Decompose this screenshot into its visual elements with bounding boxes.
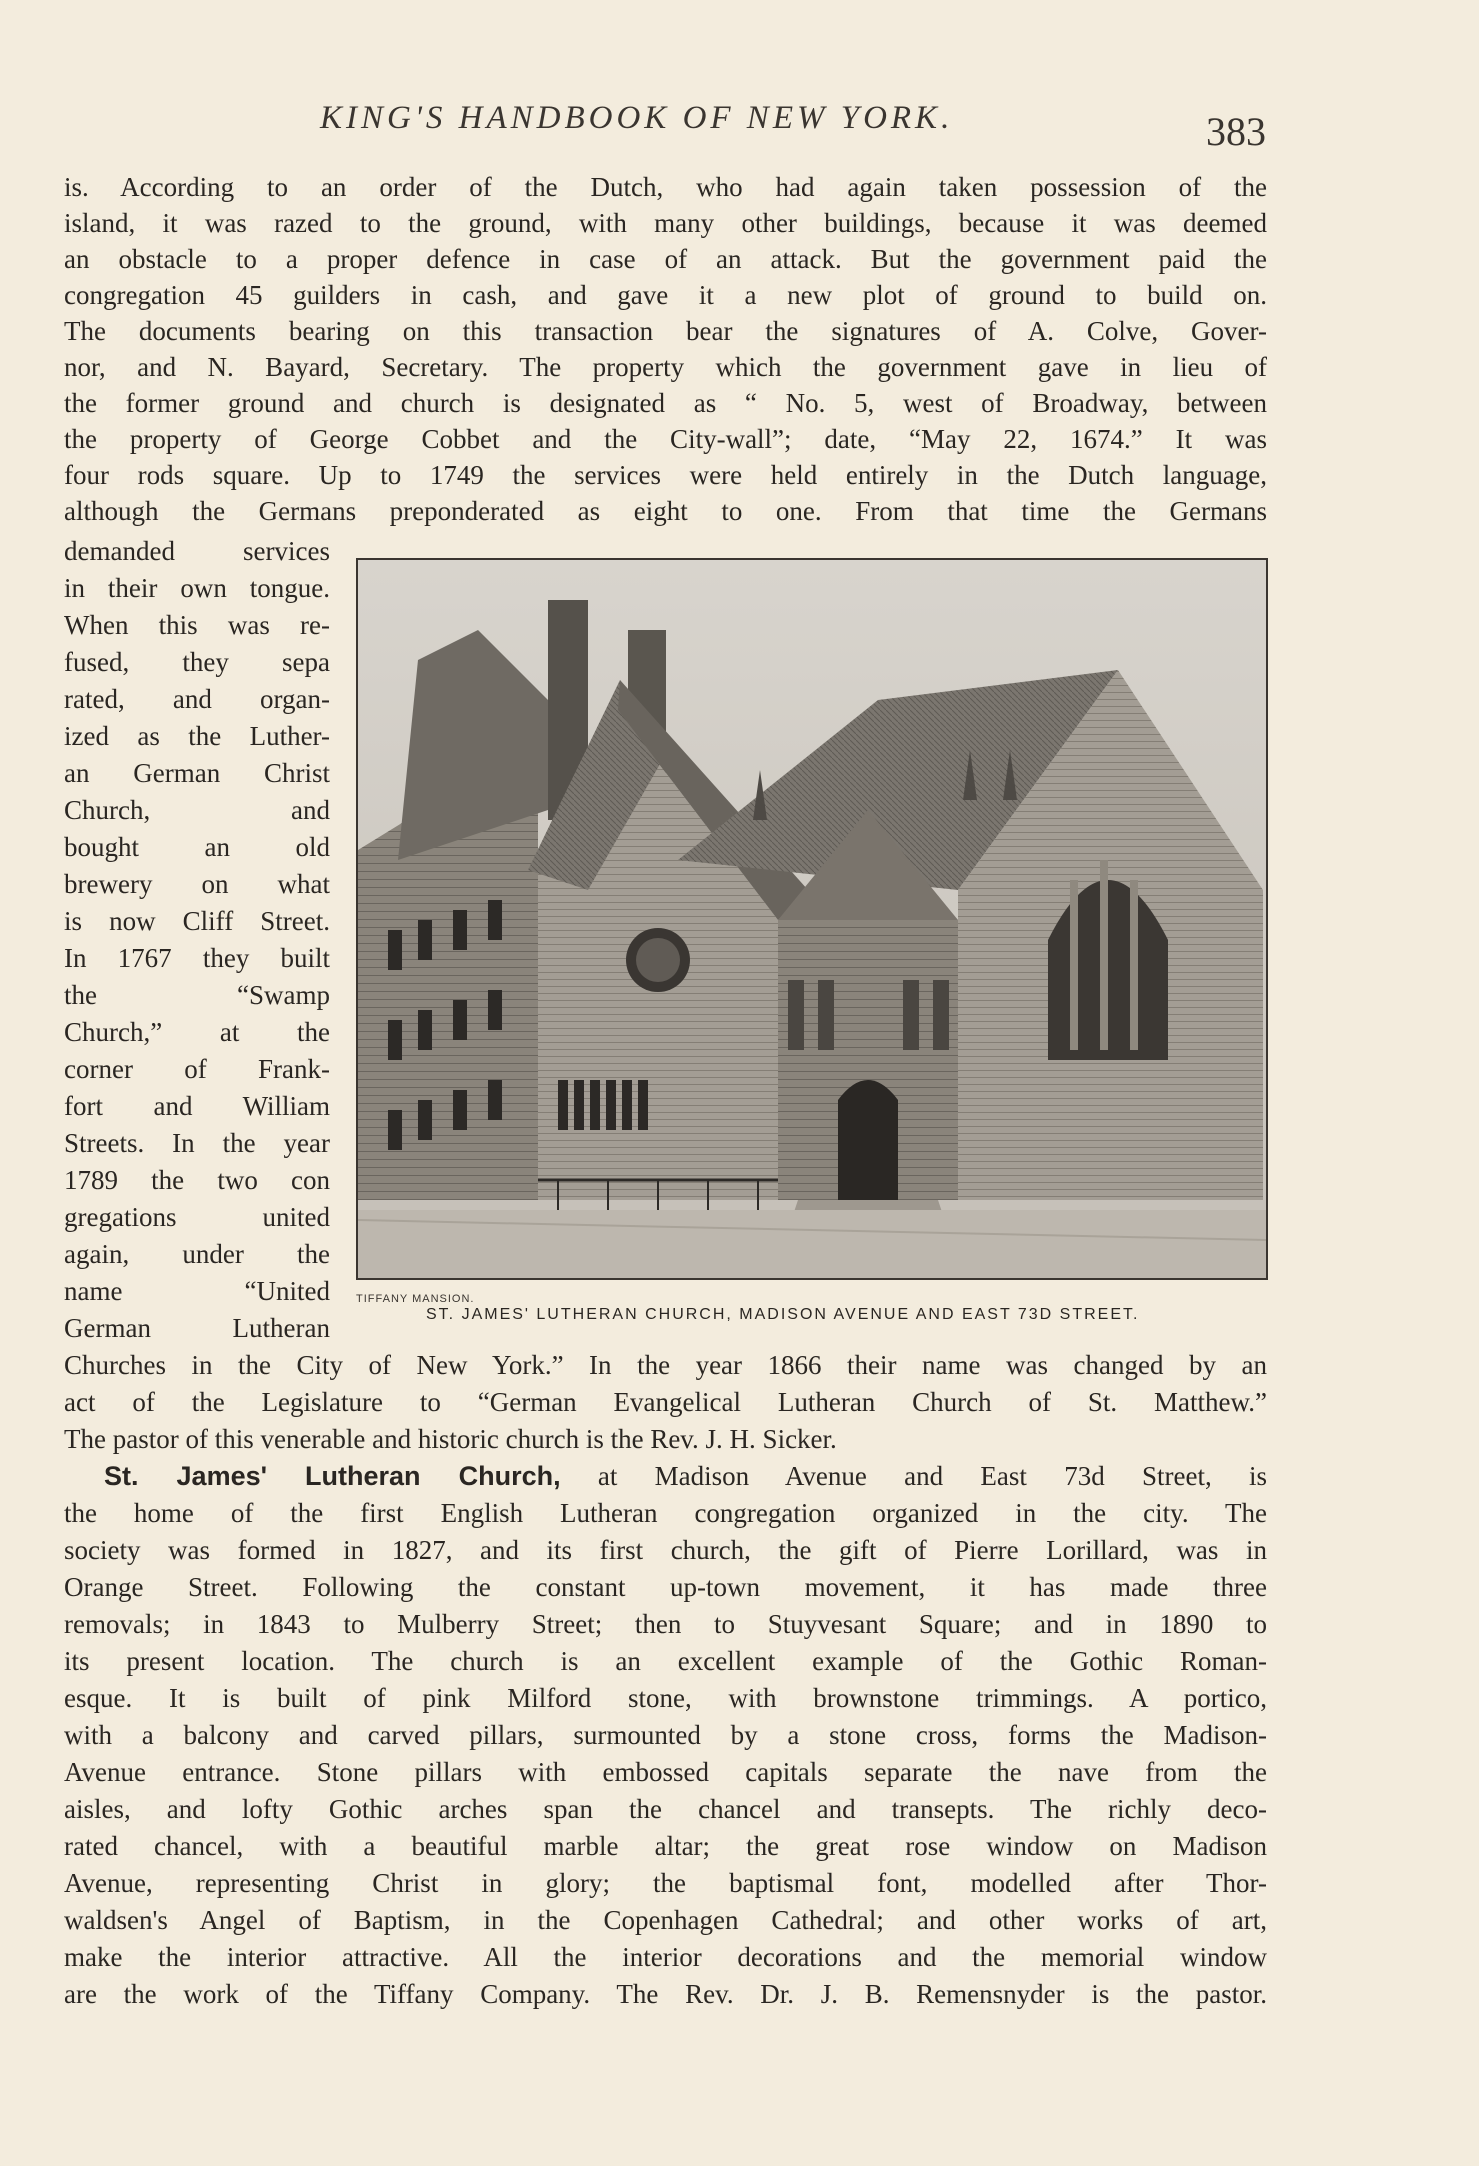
text-line: the property of George Cobbet and the City-wall”; date, “May 22, 1674.” It was bbox=[64, 424, 1267, 454]
text-line: are the work of the Tiffany Company. The Rev. Dr. J. B. Remensnyder is the pastor. bbox=[64, 1979, 1267, 2009]
text-line: four rods square. Up to 1749 the services were held entirely in the Dutch language, bbox=[64, 460, 1267, 490]
text-line: aisles, and lofty Gothic arches span the chancel and transepts. The richly deco- bbox=[64, 1794, 1267, 1824]
column-line: the “Swamp bbox=[64, 980, 330, 1010]
column-line: brewery on what bbox=[64, 869, 330, 899]
column-line: Church,” at the bbox=[64, 1017, 330, 1047]
column-line: Church, and bbox=[64, 795, 330, 825]
column-line: rated, and organ- bbox=[64, 684, 330, 714]
text-line: the home of the first English Lutheran congregation organized in the city. The bbox=[64, 1498, 1267, 1528]
text-line: island, it was razed to the ground, with many other buildings, because it was deemed bbox=[64, 208, 1267, 238]
text-line: make the interior attractive. All the interior decorations and the memorial window bbox=[64, 1942, 1267, 1972]
text-line: nor, and N. Bayard, Secretary. The property which the government gave in lieu of bbox=[64, 352, 1267, 382]
column-line: corner of Frank- bbox=[64, 1054, 330, 1084]
page-number: 383 bbox=[1206, 109, 1266, 154]
column-line: German Lutheran bbox=[64, 1313, 330, 1343]
column-line: When this was re- bbox=[64, 610, 330, 640]
text-line: waldsen's Angel of Baptism, in the Copenhagen Cathedral; and other works of art, bbox=[64, 1905, 1267, 1935]
column-line: name “United bbox=[64, 1276, 330, 1306]
church-photograph bbox=[356, 558, 1268, 1280]
column-line: gregations united bbox=[64, 1202, 330, 1232]
figure-caption: ST. JAMES' LUTHERAN CHURCH, MADISON AVENUE AND EAST 73D STREET. bbox=[426, 1306, 1140, 1323]
column-line: demanded services bbox=[64, 536, 330, 566]
text-line: Avenue entrance. Stone pillars with embossed capitals separate the nave from the bbox=[64, 1757, 1267, 1787]
column-line: again, under the bbox=[64, 1239, 330, 1269]
column-line: In 1767 they built bbox=[64, 943, 330, 973]
section-first-line bbox=[64, 1459, 1267, 1493]
column-line: 1789 the two con bbox=[64, 1165, 330, 1195]
text-line: congregation 45 guilders in cash, and gave it a new plot of ground to build on. bbox=[64, 280, 1267, 310]
column-line: Streets. In the year bbox=[64, 1128, 330, 1158]
text-line: society was formed in 1827, and its first church, the gift of Pierre Lorillard, was in bbox=[64, 1535, 1267, 1565]
text-line: an obstacle to a proper defence in case of an attack. But the government paid the bbox=[64, 244, 1267, 274]
text-line: Churches in the City of New York.” In the year 1866 their name was changed by an bbox=[64, 1350, 1267, 1380]
column-line: ized as the Luther- bbox=[64, 721, 330, 751]
column-line: in their own tongue. bbox=[64, 573, 330, 603]
running-head: KING'S HANDBOOK OF NEW YORK. bbox=[320, 100, 954, 136]
text-line: its present location. The church is an excellent example of the Gothic Roman- bbox=[64, 1646, 1267, 1676]
text-line: The pastor of this venerable and historic church is the Rev. J. H. Sicker. bbox=[64, 1424, 837, 1454]
column-line: is now Cliff Street. bbox=[64, 906, 330, 936]
section-heading-rest: at Madison Avenue and East 73d Street, is bbox=[597, 1461, 1267, 1491]
text-line: is. According to an order of the Dutch, who had again taken possession of the bbox=[64, 172, 1267, 202]
section-heading: St. James' Lutheran Church, bbox=[104, 1461, 561, 1491]
text-line: Orange Street. Following the constant up-town movement, it has made three bbox=[64, 1572, 1267, 1602]
text-line: the former ground and church is designated as “ No. 5, west of Broadway, between bbox=[64, 388, 1267, 418]
church-illustration bbox=[358, 560, 1266, 1278]
column-line: fort and William bbox=[64, 1091, 330, 1121]
text-line: Avenue, representing Christ in glory; the baptismal font, modelled after Thor- bbox=[64, 1868, 1267, 1898]
text-line: act of the Legislature to “German Evangelical Lutheran Church of St. Matthew.” bbox=[64, 1387, 1267, 1417]
text-line: with a balcony and carved pillars, surmounted by a stone cross, forms the Madison- bbox=[64, 1720, 1267, 1750]
text-line: rated chancel, with a beautiful marble altar; the great rose window on Madison bbox=[64, 1831, 1267, 1861]
figure-credit: TIFFANY MANSION. bbox=[356, 1293, 475, 1305]
text-line: The documents bearing on this transaction bear the signatures of A. Colve, Gover- bbox=[64, 316, 1267, 346]
column-line: an German Christ bbox=[64, 758, 330, 788]
text-line: esque. It is built of pink Milford stone, with brownstone trimmings. A portico, bbox=[64, 1683, 1267, 1713]
column-line: fused, they sepa bbox=[64, 647, 330, 677]
text-line: although the Germans preponderated as eight to one. From that time the Germans bbox=[64, 496, 1267, 526]
text-line: removals; in 1843 to Mulberry Street; then to Stuyvesant Square; and in 1890 to bbox=[64, 1609, 1267, 1639]
column-line: bought an old bbox=[64, 832, 330, 862]
